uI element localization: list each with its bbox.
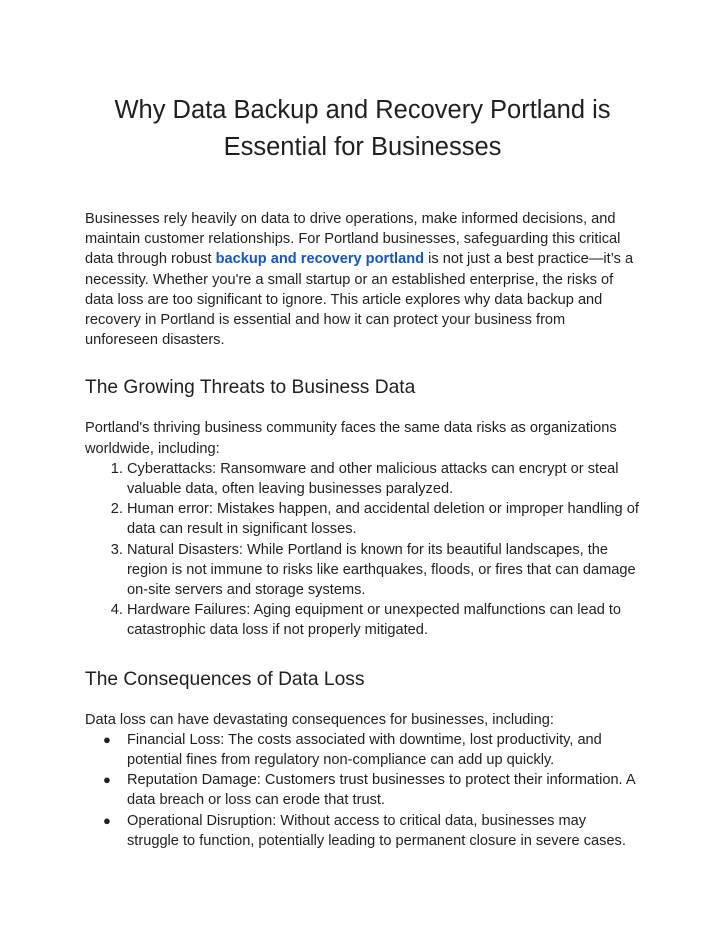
- list-item-text: Reputation Damage: Customers trust businesses to protect their information. A data breach or loss can erode that trust.: [127, 772, 635, 809]
- document-page: [85, 92, 640, 851]
- intro-paragraph: [85, 209, 640, 350]
- list-item: [103, 811, 640, 851]
- list-item-text: Operational Disruption: Without access to critical data, businesses may struggle to function, potentially leading to permanent closure in severe cases.: [127, 812, 626, 849]
- intro-text-after: is not just a best practice—it’s a necessity. Whether you're a small startup or an established enterprise, the risks of data loss are too significant to ignore. This article explores why data backup and recovery in Portland is essential and how it can protect your business from unforeseen disasters.: [85, 251, 634, 349]
- bullet-icon: ●: [103, 812, 111, 828]
- bullet-icon: ●: [103, 772, 111, 788]
- backup-recovery-link[interactable]: backup and recovery portland: [215, 251, 425, 268]
- consequences-lead: Data loss can have devastating consequences for businesses, including:: [85, 711, 554, 728]
- bullet-icon: ●: [103, 731, 111, 747]
- list-item: 1. Cyberattacks: Ransomware and other malicious attacks can encrypt or steal valuable data, often leaving businesses paralyzed.: [127, 459, 640, 499]
- document-title: [85, 92, 640, 166]
- list-item-text: Financial Loss: The costs associated with downtime, lost productivity, and potential fines from regulatory non-compliance can add up quickly.: [127, 731, 602, 769]
- list-item: 3. Natural Disasters: While Portland is known for its beautiful landscapes, the region is not immune to risks like earthquakes, floods, or fires that can damage on-site servers and storage systems.: [127, 540, 640, 601]
- title-line-1: Why Data Backup and Recovery Portland is: [114, 96, 611, 124]
- list-item: 2. Human error: Mistakes happen, and accidental deletion or improper handling of data can result in significant losses.: [127, 499, 640, 539]
- threats-lead: Portland's thriving business community faces the same data risks as organizations worldwide, including:: [85, 420, 617, 457]
- list-item: 4. Hardware Failures: Aging equipment or unexpected malfunctions can lead to catastrophic data loss if not properly mitigated.: [127, 600, 640, 640]
- threats-heading: The Growing Threats to Business Data: [85, 377, 416, 399]
- list-item: [103, 730, 640, 770]
- consequences-list: [85, 730, 640, 851]
- title-line-2: Essential for Businesses: [223, 133, 502, 161]
- threats-list: [85, 459, 640, 641]
- intro-text-before: Businesses rely heavily on data to drive operations, make informed decisions, and maintain customer relationships. For Portland businesses, safeguarding this critical data through robust: [85, 211, 621, 268]
- list-item: [103, 770, 640, 810]
- consequences-heading: The Consequences of Data Loss: [85, 668, 365, 690]
